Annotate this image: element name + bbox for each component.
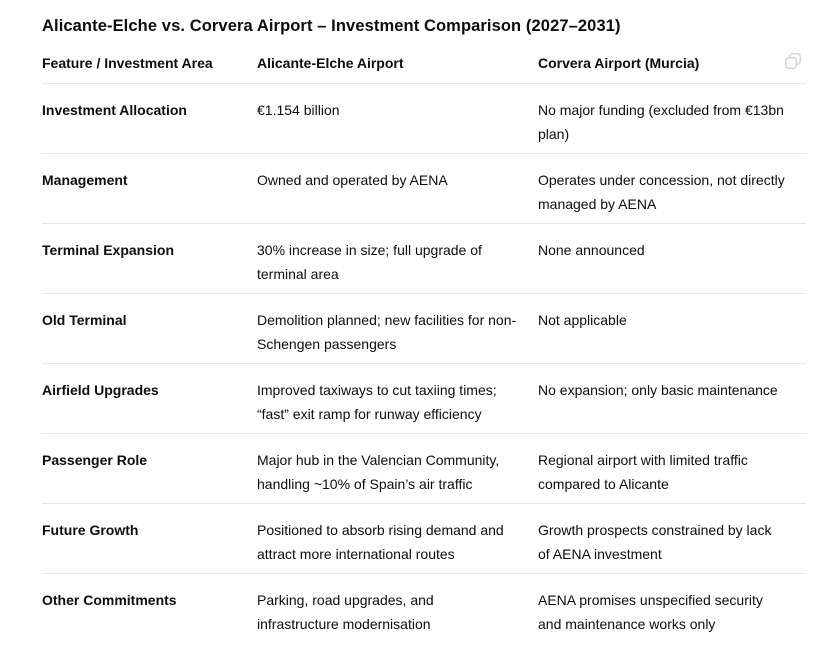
- alicante-cell: Owned and operated by AENA: [257, 154, 538, 224]
- feature-cell: Other Commitments: [42, 592, 177, 608]
- alicante-cell: Demolition planned; new facilities for non-Schengen passengers: [257, 294, 538, 364]
- feature-cell: Management: [42, 154, 257, 224]
- corvera-cell: No major funding (excluded from €13bn plan): [538, 84, 806, 154]
- page-title: Alicante-Elche vs. Corvera Airport – Investment Comparison (2027–2031): [42, 17, 621, 35]
- feature-cell: Investment Allocation: [42, 84, 257, 154]
- column-header-corvera: Corvera Airport (Murcia): [538, 53, 806, 84]
- alicante-cell: Improved taxiways to cut taxiing times; “fast” exit ramp for runway efficiency: [257, 364, 538, 434]
- alicante-cell: Major hub in the Valencian Community, handling ~10% of Spain’s air traffic: [257, 434, 538, 504]
- corvera-cell: No expansion; only basic maintenance: [538, 364, 806, 434]
- corvera-cell: Not applicable: [538, 294, 806, 364]
- feature-cell: Passenger Role: [42, 434, 257, 504]
- alicante-cell: 30% increase in size; full upgrade of terminal area: [257, 224, 538, 294]
- alicante-cell: €1.154 billion: [257, 84, 538, 154]
- table-row: [42, 224, 806, 294]
- comparison-table-wrap: [42, 53, 806, 643]
- copy-table-button[interactable]: [782, 50, 804, 72]
- corvera-cell: None announced: [538, 224, 806, 294]
- feature-cell: Future Growth: [42, 504, 257, 574]
- corvera-cell: Regional airport with limited traffic compared to Alicante: [538, 434, 806, 504]
- feature-cell: Old Terminal: [42, 294, 257, 364]
- feature-cell: Airfield Upgrades: [42, 364, 257, 434]
- column-header-alicante: Alicante-Elche Airport: [257, 53, 538, 84]
- table-row: [42, 364, 806, 434]
- header-row: [42, 53, 806, 84]
- table-row: [42, 294, 806, 364]
- corvera-cell: Growth prospects constrained by lack of AENA investment: [538, 504, 806, 574]
- copy-icon: [783, 51, 803, 71]
- alicante-cell: Positioned to absorb rising demand and attract more international routes: [257, 504, 538, 574]
- table-row: [42, 434, 806, 504]
- table-row: [42, 574, 806, 644]
- comparison-table: [42, 53, 806, 643]
- table-row: [42, 84, 806, 154]
- corvera-cell: Operates under concession, not directly managed by AENA: [538, 154, 806, 224]
- alicante-cell: Parking, road upgrades, and infrastructure modernisation: [257, 592, 434, 632]
- table-row: [42, 154, 806, 224]
- column-header-feature: Feature / Investment Area: [42, 53, 257, 84]
- table-row: [42, 504, 806, 574]
- feature-cell: Terminal Expansion: [42, 224, 257, 294]
- corvera-cell: AENA promises unspecified security and maintenance works only: [538, 592, 763, 632]
